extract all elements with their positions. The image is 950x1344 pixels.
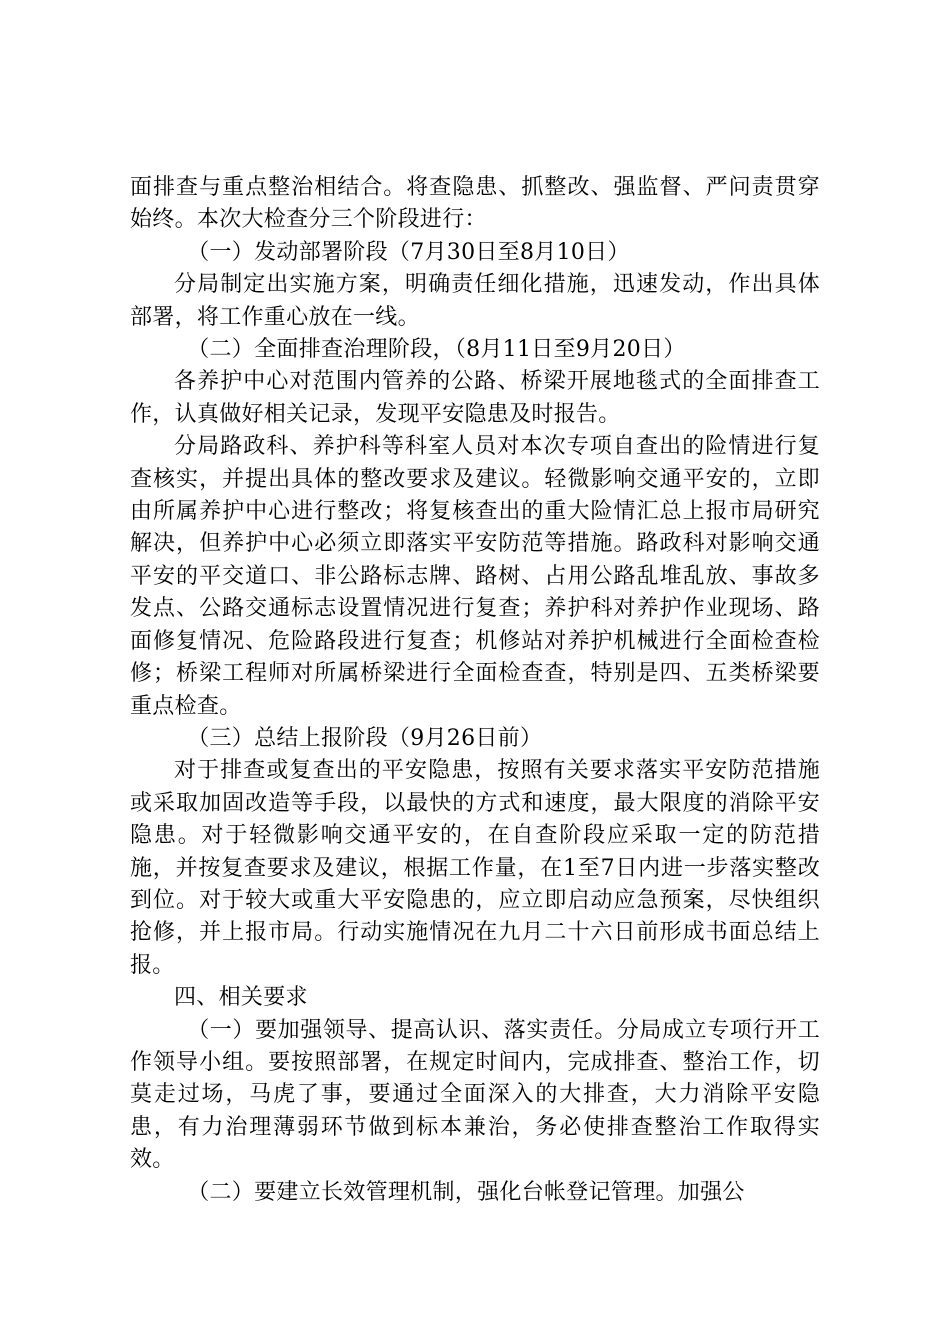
stage-two-heading: （二）全面排查治理阶段，（8月11日至9月20日）	[187, 337, 686, 363]
requirement-one: （一）要加强领导、提高认识、落实责任。分局成立专项行开工作领导小组。要按照部署，在规定时间内，完成排查、整治工作，切莫走过场，马虎了事，要通过全面深入的大排查，大力消除平安隐患，有力治理薄弱环节做到标本兼治，务必使排查整治工作取得实效。	[130, 1017, 820, 1173]
paragraph-continuation: 面排查与重点整治相结合。将查隐患、抓整改、强监督、严问责贯穿始终。本次大检查分三个阶段进行：	[130, 175, 820, 233]
stage-one-body: 分局制定出实施方案，明确责任细化措施，迅速发动，作出具体部署，将工作重心放在一线。	[130, 272, 820, 330]
stage-two-body-2: 分局路政科、养护科等科室人员对本次专项自查出的险情进行复查核实，并提出具体的整改要求及建议。轻微影响交通平安的，立即由所属养护中心进行整改；将复核查出的重大险情汇总上报市局研究解决，但养护中心必须立即落实平安防范等措施。路政科对影响交通平安的平交道口、非公路标志牌、路树、占用公路乱堆乱放、事故多发点、公路交通标志设置情况进行复查；养护科对养护作业现场、路面修复情况、危险路段进行复查；机修站对养护机械进行全面检查检修；桥梁工程师对所属桥梁进行全面检查查，特别是四、五类桥梁要重点检查。	[130, 434, 820, 719]
stage-three-heading: （三）总结上报阶段（9月26日前）	[187, 725, 543, 751]
stage-two-body-1: 各养护中心对范围内管养的公路、桥梁开展地毯式的全面排查工作，认真做好相关记录，发现平安隐患及时报告。	[130, 369, 820, 427]
stage-one-heading: （一）发动部署阶段（7月30日至8月10日）	[187, 239, 630, 265]
stage-three-body: 对于排查或复查出的平安隐患，按照有关要求落实平安防范措施或采取加固改造等手段，以最快的方式和速度，最大限度的消除平安隐患。对于轻微影响交通平安的，在自查阶段应采取一定的防范措施，并按复查要求及建议，根据工作量，在1至7日内进一步落实整改到位。对于较大或重大平安隐患的，应立即启动应急预案，尽快组织抢修，并上报市局。行动实施情况在九月二十六日前形成书面总结上报。	[130, 758, 820, 978]
requirement-two: （二）要建立长效管理机制，强化台帐登记管理。加强公	[187, 1179, 745, 1205]
section-four-heading: 四、相关要求	[174, 985, 308, 1011]
document-body	[130, 172, 820, 1209]
